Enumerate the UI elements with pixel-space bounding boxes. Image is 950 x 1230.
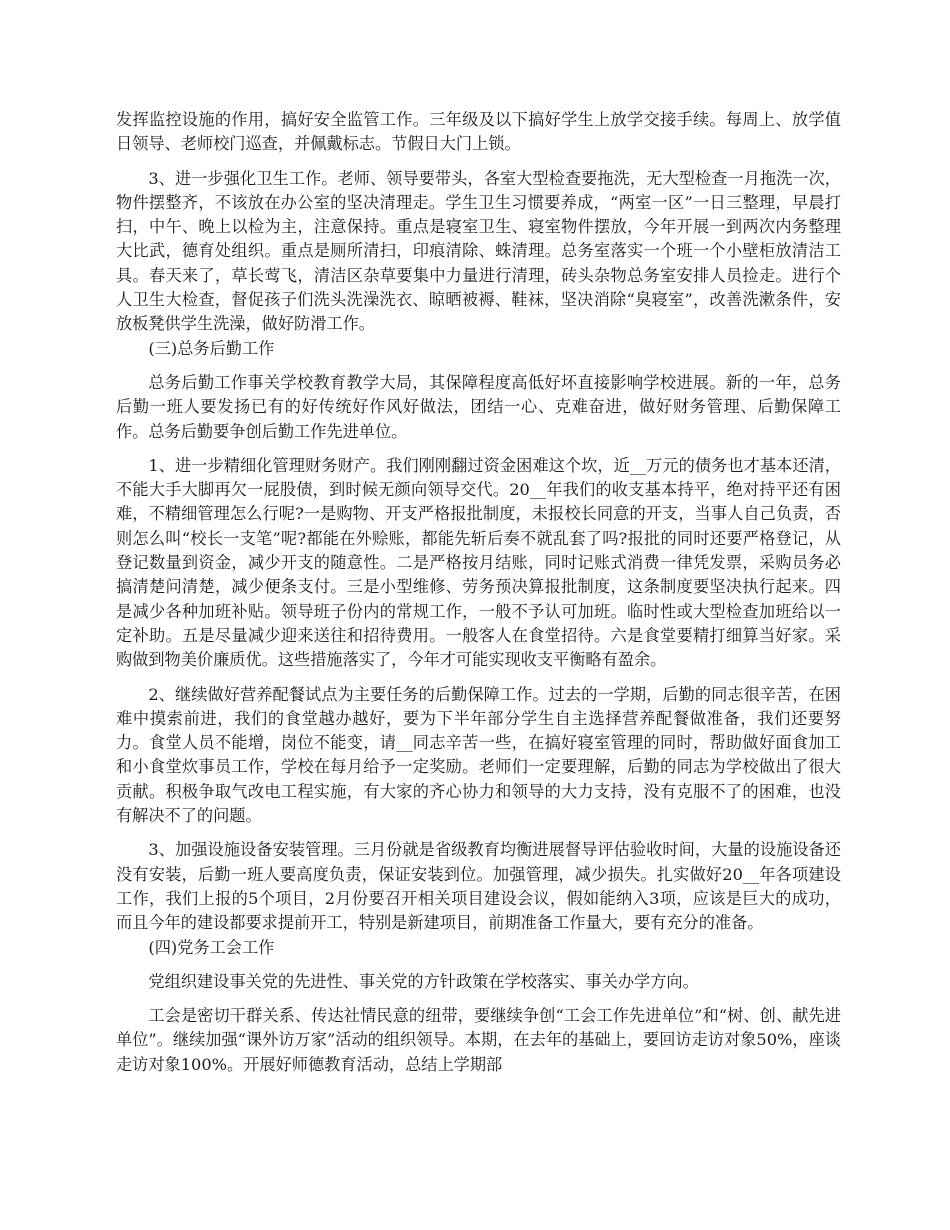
paragraph-hygiene: 3、进一步强化卫生工作。老师、领导要带头，各室大型检查要拖洗，无大型检查一月拖洗一次，物件摆整齐，不该放在办公室的坚决清理走。学生卫生习惯要养成，“两室一区”一日三整理，早晨打扫，中午、晚上以检为主，注意保持。重点是寝室卫生、寝室物件摆放，今年开展一到两次内务整理大比武，德育处组织。重点是厕所清扫，印痕清除、蛛清理。总务室落实一个班一个小壁柜放清洁工具。春天来了，草长莺飞，清洁区杂草要集中力量进行清理，砖头杂物总务室安排人员捡走。进行个人卫生大检查，督促孩子们洗头洗澡洗衣、晾晒被褥、鞋袜，坚决消除“臭寝室”，改善洗漱条件，安放板凳供学生洗澡，做好防滑工作。 bbox=[116, 168, 841, 334]
section-heading-logistics: (三)总务后勤工作 bbox=[148, 338, 275, 358]
section-heading-party-union: (四)党务工会工作 bbox=[148, 937, 275, 957]
paragraph-nutrition: 2、继续做好营养配餐试点为主要任务的后勤保障工作。过去的一学期，后勤的同志很辛苦，在困难中摸索前进，我们的食堂越办越好，要为下半年部分学生自主选择营养配餐做准备，我们还要努力。食堂人员不能增，岗位不能变，请__同志辛苦一些，在搞好寝室管理的同时，帮助做好面食加工和小食堂炊事员工作，学校在每月给予一定奖励。老师们一定要理解，后勤的同志为学校做出了很大贡献。积极争取气改电工程实施，有大家的齐心协力和领导的大力支持，没有克服不了的困难，也没有解决不了的问题。 bbox=[116, 684, 841, 826]
paragraph-continuation: 发挥监控设施的作用，搞好安全监管工作。三年级及以下搞好学生上放学交接手续。每周上、放学值日领导、老师校门巡查，并佩戴标志。节假日大门上锁。 bbox=[116, 110, 841, 154]
paragraph-facilities: 3、加强设施设备安装管理。三月份就是省级教育均衡进展督导评估验收时间，大量的设施设备还没有安装，后勤一班人要高度负责，保证安装到位。加强管理，减少损失。扎实做好20__年各项建设工作，我们上报的5个项目，2月份要召开相关项目建设会议，假如能纳入3项，应该是巨大的成功，而且今年的建设都要求提前开工，特别是新建项目，前期准备工作量大，要有充分的准备。 bbox=[116, 840, 841, 933]
paragraph-party: 党组织建设事关党的先进性、事关党的方针政策在学校落实、事关办学方向。 bbox=[148, 971, 699, 991]
paragraph-union: 工会是密切干群关系、传达社情民意的纽带，要继续争创“工会工作先进单位”和“树、创、献先进单位”。继续加强“课外访万家”活动的组织领导。本期，在去年的基础上，要回访走访对象50%，座谈走访对象100%。开展好师德教育活动，总结上学期部 bbox=[116, 1006, 841, 1074]
paragraph-logistics-intro: 总务后勤工作事关学校教育教学大局，其保障程度高低好坏直接影响学校进展。新的一年，总务后勤一班人要发扬已有的好传统好作风好做法，团结一心、克难奋进，做好财务管理、后勤保障工作。总务后勤要争创后勤工作先进单位。 bbox=[116, 372, 841, 441]
document-page bbox=[116, 108, 841, 1077]
paragraph-finance: 1、进一步精细化管理财务财产。我们刚刚翻过资金困难这个坎，近__万元的债务也才基本还清，不能大手大脚再欠一屁股债，到时候无颜向领导交代。20__年我们的收支基本持平，绝对持平还有困难，不精细管理怎么行呢?一是购物、开支严格报批制度，未报校长同意的开支，当事人自己负责，否则怎么叫“校长一支笔”呢?都能在外赊账，都能先斩后奏不就乱套了吗?报批的同时还要严格登记，从登记数量到资金，减少开支的随意性。二是严格按月结账，同时记账式消费一律凭发票，采购员务必搞清楚问清楚，减少便条支付。三是小型维修、劳务预决算报批制度，这条制度要坚决执行起来。四是减少各种加班补贴。领导班子份内的常规工作，一般不予认可加班。临时性或大型检查加班给以一定补助。五是尽量减少迎来送往和招待费用。一般客人在食堂招待。六是食堂要精打细算当好家。采购做到物美价廉质优。这些措施落实了，今年才可能实现收支平衡略有盈余。 bbox=[116, 455, 841, 670]
